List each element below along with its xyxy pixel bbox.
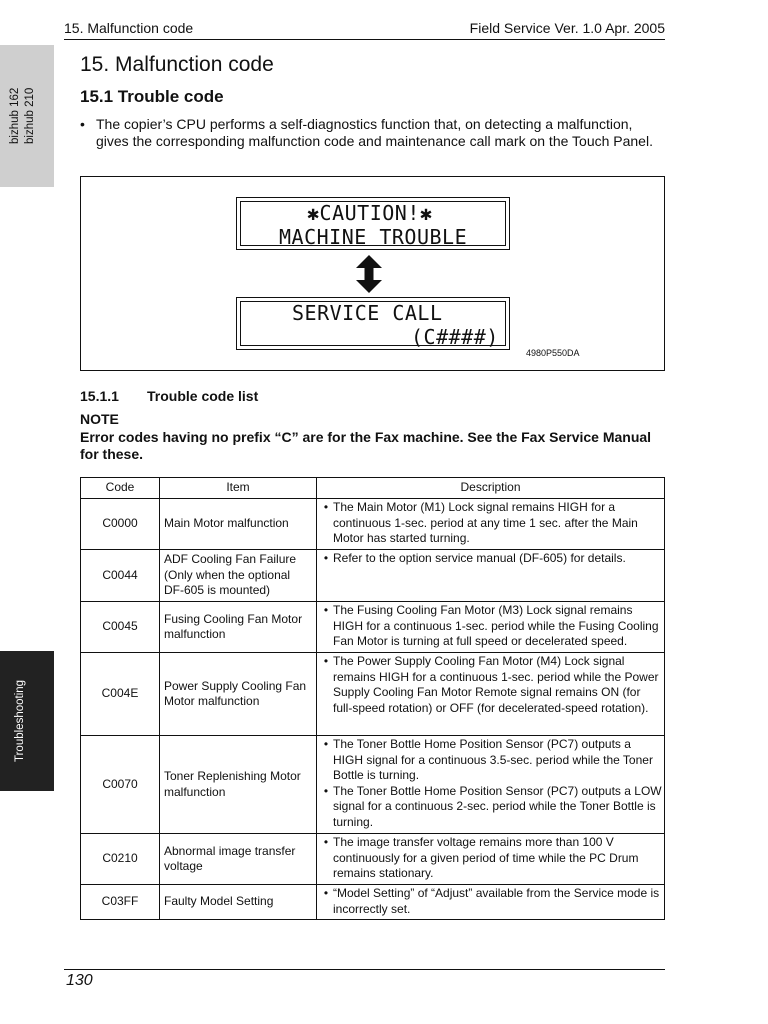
row-code: C0044 xyxy=(81,550,160,602)
row-item: Faulty Model Setting xyxy=(160,885,317,920)
row-code: C03FF xyxy=(81,885,160,920)
bullet-icon: • xyxy=(323,783,329,798)
description-bullet: • Refer to the option service manual (DF-605) for details. xyxy=(319,551,662,567)
row-item: Fusing Cooling Fan Motor malfunction xyxy=(160,602,317,653)
page-title: 15. Malfunction code xyxy=(80,53,274,76)
description-bullet: • “Model Setting” of “Adjust” available from the Service mode is incorrectly set. xyxy=(319,886,662,917)
row-code: C004E xyxy=(81,653,160,736)
service-call-line: SERVICE CALL xyxy=(292,301,443,325)
machine-trouble-line: MACHINE TROUBLE xyxy=(279,225,468,249)
table-row xyxy=(81,602,665,653)
running-header-section: 15. Malfunction code xyxy=(64,20,194,36)
section-title: 15.1 Trouble code xyxy=(80,87,224,106)
bullet-icon: • xyxy=(323,654,329,668)
model-label-1: bizhub 162 xyxy=(9,87,21,145)
row-item: Main Motor malfunction xyxy=(160,499,317,550)
bullet-icon: • xyxy=(323,835,329,849)
row-description xyxy=(317,550,665,602)
row-description xyxy=(317,602,665,653)
column-header-item: Item xyxy=(160,478,317,499)
description-bullet: • The Main Motor (M1) Lock signal remains HIGH for a continuous 1-sec. period at any time 1 sec. after the Main Motor has started turning. xyxy=(319,500,662,547)
row-item: Toner Replenishing Motor malfunction xyxy=(160,736,317,834)
row-item: Abnormal image transfer voltage xyxy=(160,834,317,885)
subsection-title: Trouble code list xyxy=(147,388,259,404)
row-code: C0045 xyxy=(81,602,160,653)
row-item: Power Supply Cooling Fan Motor malfunction xyxy=(160,653,317,736)
table-row xyxy=(81,834,665,885)
chapter-label: Troubleshooting xyxy=(14,679,26,763)
intro-text: The copier’s CPU performs a self-diagnostics function that, on detecting a malfunction, gives the corresponding malfunction code and maintenance call mark on the Touch Panel. xyxy=(96,116,653,149)
column-header-description: Description xyxy=(317,478,665,499)
note-label: NOTE xyxy=(80,411,119,427)
description-bullet: • The Power Supply Cooling Fan Motor (M4) Lock signal remains HIGH for a continuous 1-sec. period while the Power Supply Cooling Fan Motor Remote signal remains ON (for full-speed rotation) or OFF (for decelerated-speed rotation). xyxy=(319,654,662,716)
description-bullet: • The image transfer voltage remains more than 100 V continuously for a given period of time while the PC Drum remains stationary. xyxy=(319,835,662,882)
table-row xyxy=(81,736,665,834)
double-vertical-arrow-icon xyxy=(355,255,383,293)
display-figure xyxy=(80,176,665,371)
row-description xyxy=(317,653,665,736)
row-code: C0210 xyxy=(81,834,160,885)
row-code: C0070 xyxy=(81,736,160,834)
header-rule xyxy=(64,39,665,40)
row-description xyxy=(317,736,665,834)
description-bullet: • The Fusing Cooling Fan Motor (M3) Lock signal remains HIGH for a continuous 1-sec. period while the Fusing Cooling Fan Motor is turning at full speed or decelerated speed. xyxy=(319,603,662,650)
description-bullet: • The Toner Bottle Home Position Sensor (PC7) outputs a HIGH signal for a continuous 3.5-sec. period while the Toner Bottle is turning. xyxy=(319,737,662,784)
subsection-number: 15.1.1 xyxy=(80,388,119,404)
bullet-icon: • xyxy=(323,737,329,751)
footer-rule xyxy=(64,969,665,970)
page-number: 130 xyxy=(66,972,93,989)
bullet-icon: • xyxy=(80,116,85,132)
row-description xyxy=(317,885,665,920)
service-call-panel xyxy=(236,297,510,350)
bullet-icon: • xyxy=(323,603,329,617)
figure-code: 4980P550DA xyxy=(526,348,580,358)
table-row xyxy=(81,499,665,550)
model-label-2: bizhub 210 xyxy=(24,87,36,145)
row-item: ADF Cooling Fan Failure (Only when the optional DF-605 is mounted) xyxy=(160,550,317,602)
note-text: Error codes having no prefix “C” are for the Fax machine. See the Fax Service Manual for these. xyxy=(80,429,652,462)
bullet-icon: • xyxy=(323,551,329,565)
model-side-tab xyxy=(0,45,54,187)
column-header-code: Code xyxy=(81,478,160,499)
code-placeholder-line: (C####) xyxy=(411,325,499,349)
row-description xyxy=(317,499,665,550)
caution-panel xyxy=(236,197,510,250)
caution-line: ✱CAUTION!✱ xyxy=(307,201,433,225)
trouble-code-table xyxy=(80,477,665,920)
table-header-row xyxy=(81,478,665,499)
description-bullet: • The Toner Bottle Home Position Sensor (PC7) outputs a LOW signal for a continuous 2-sec. period while the Toner Bottle is turning. xyxy=(319,784,662,831)
row-description xyxy=(317,834,665,885)
bullet-icon: • xyxy=(323,886,329,900)
subsection-heading xyxy=(80,388,258,404)
table-row xyxy=(81,885,665,920)
running-header-version: Field Service Ver. 1.0 Apr. 2005 xyxy=(469,20,665,36)
row-code: C0000 xyxy=(81,499,160,550)
bullet-icon: • xyxy=(323,500,329,514)
table-row xyxy=(81,550,665,602)
table-row xyxy=(81,653,665,736)
chapter-side-tab xyxy=(0,651,54,791)
